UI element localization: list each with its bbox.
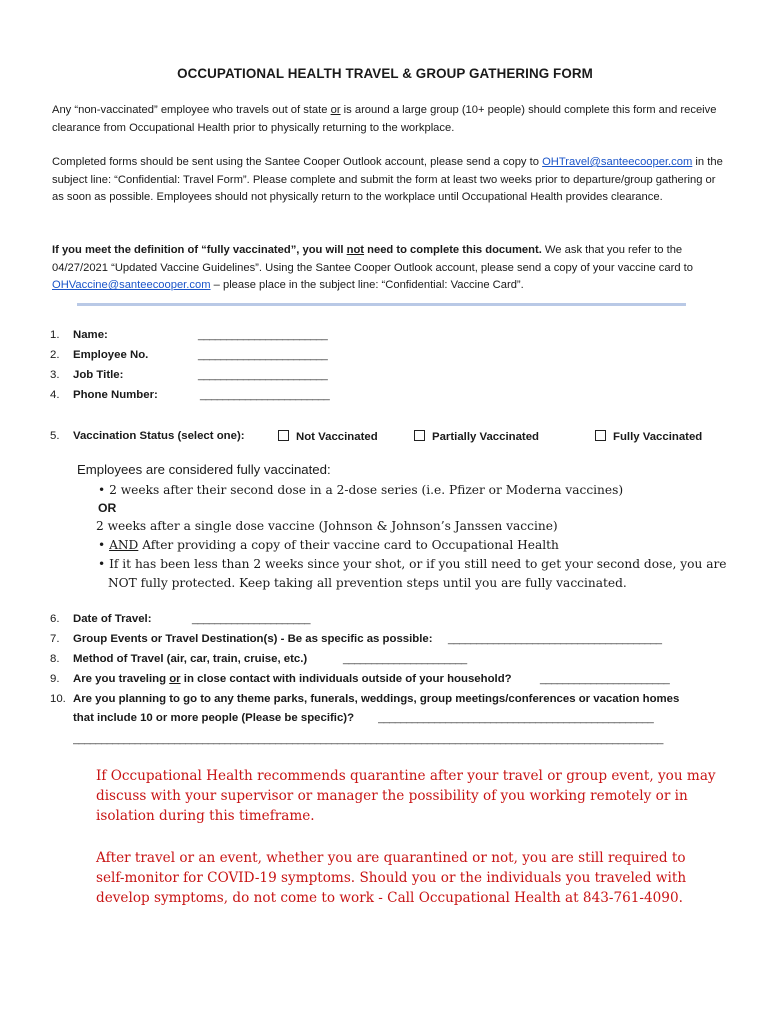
- events-question-label-cont: that include 10 or more people (Please be specific)?: [73, 712, 355, 724]
- intro-paragraph-1: Any “non-vaccinated” employee who travels out of state or is around a large group (10+ people) should complete this form and receive clearance from Occupational Health prior to physically returning to the workplace.: [52, 104, 717, 134]
- field-number: 10.: [50, 693, 66, 705]
- bullet-icon: •: [98, 538, 106, 552]
- partially-vaccinated-option[interactable]: Partially Vaccinated: [414, 430, 539, 443]
- checkbox-icon[interactable]: [414, 430, 425, 441]
- definition-single-dose: 2 weeks after a single dose vaccine (Johnson & Johnson’s Janssen vaccine): [96, 519, 558, 533]
- horizontal-divider: [77, 303, 686, 306]
- phone-number-label: Phone Number:: [73, 389, 158, 401]
- bullet-icon: •: [98, 557, 106, 571]
- self-monitor-notice: After travel or an event, whether you are quarantined or not, you are still required to self-monitor for COVID-19 symptoms. Should you or the individuals you traveled with develop symptoms, do not come to work - Call Occupational Health at 843-761-4090.: [96, 850, 687, 907]
- field-number: 1.: [50, 329, 60, 341]
- method-of-travel-label: Method of Travel (air, car, train, cruise, etc.): [73, 653, 308, 665]
- date-of-travel-label: Date of Travel:: [73, 613, 152, 625]
- quarantine-notice: If Occupational Health recommends quarantine after your travel or group event, you may discuss with your supervisor or manager the possibility of you working remotely or in isolation during this timeframe.: [96, 768, 716, 825]
- definition-or: OR: [98, 501, 117, 515]
- definition-bullet: • If it has been less than 2 weeks since your shot, or if you still need to get your second dose, you are NOT fully protected. Keep taking all prevention steps until you are fully vaccinated.: [98, 557, 727, 590]
- ohvaccine-email-link[interactable]: OHVaccine@santeecooper.com: [52, 279, 211, 292]
- field-number: 5.: [50, 430, 60, 442]
- close-contact-label: Are you traveling or in close contact with individuals outside of your household?: [73, 673, 512, 685]
- field-number: 2.: [50, 349, 60, 361]
- fully-vaccinated-option[interactable]: Fully Vaccinated: [595, 430, 702, 443]
- method-of-travel-field[interactable]: ______________________: [343, 653, 467, 665]
- destination-label: Group Events or Travel Destination(s) - Be as specific as possible:: [73, 633, 433, 645]
- definition-bullet: • 2 weeks after their second dose in a 2-dose series (i.e. Pfizer or Moderna vaccines): [98, 483, 624, 497]
- field-number: 9.: [50, 673, 60, 685]
- definition-bullet: • AND After providing a copy of their vaccine card to Occupational Health: [98, 538, 559, 552]
- name-field[interactable]: _______________________: [198, 329, 328, 341]
- bullet-icon: •: [98, 483, 106, 497]
- form-title: OCCUPATIONAL HEALTH TRAVEL & GROUP GATHERING FORM: [177, 66, 593, 81]
- date-of-travel-field[interactable]: _____________________: [192, 613, 310, 625]
- destination-field[interactable]: ______________________________________: [448, 633, 662, 645]
- checkbox-icon[interactable]: [595, 430, 606, 441]
- employee-no-field[interactable]: _______________________: [198, 349, 328, 361]
- name-label: Name:: [73, 329, 108, 341]
- employee-no-label: Employee No.: [73, 349, 149, 361]
- field-number: 3.: [50, 369, 60, 381]
- field-number: 7.: [50, 633, 60, 645]
- definition-heading: Employees are considered fully vaccinated:: [77, 462, 331, 477]
- intro-paragraph-3: If you meet the definition of “fully vaccinated”, you will not need to complete this document. We ask that you refer to the 04/27/2021 “Updated Vaccine Guidelines”. Using the Santee Cooper Outlook account, please send a copy of your vaccine card to OHVaccine@santeecooper.com – please place in the subject line: “Confidential: Vaccine Card”.: [52, 244, 693, 292]
- events-field[interactable]: _________________________________________________: [378, 712, 654, 724]
- field-number: 8.: [50, 653, 60, 665]
- events-field-cont[interactable]: _________________________________________________________________________________________________________: [73, 733, 663, 745]
- job-title-label: Job Title:: [73, 369, 124, 381]
- close-contact-field[interactable]: _______________________: [540, 673, 670, 685]
- field-number: 6.: [50, 613, 60, 625]
- job-title-field[interactable]: _______________________: [198, 369, 328, 381]
- ohtravel-email-link[interactable]: OHTravel@santeecooper.com: [542, 156, 693, 168]
- vaccination-status-label: Vaccination Status (select one):: [73, 430, 245, 442]
- field-number: 4.: [50, 389, 60, 401]
- intro-paragraph-2: Completed forms should be sent using the Santee Cooper Outlook account, please send a copy to OHTravel@santeecooper.com in the subject line: “Confidential: Travel Form”. Please complete and submit the form at least two weeks prior to departure/group gathering or as soon as possible. Employees should not physically return to the workplace until Occupational Health provides clearance.: [52, 156, 723, 204]
- checkbox-icon[interactable]: [278, 430, 289, 441]
- phone-number-field[interactable]: _______________________: [200, 389, 330, 401]
- not-vaccinated-option[interactable]: Not Vaccinated: [278, 430, 378, 443]
- events-question-label: Are you planning to go to any theme parks, funerals, weddings, group meetings/conferences or vacation homes: [73, 693, 680, 705]
